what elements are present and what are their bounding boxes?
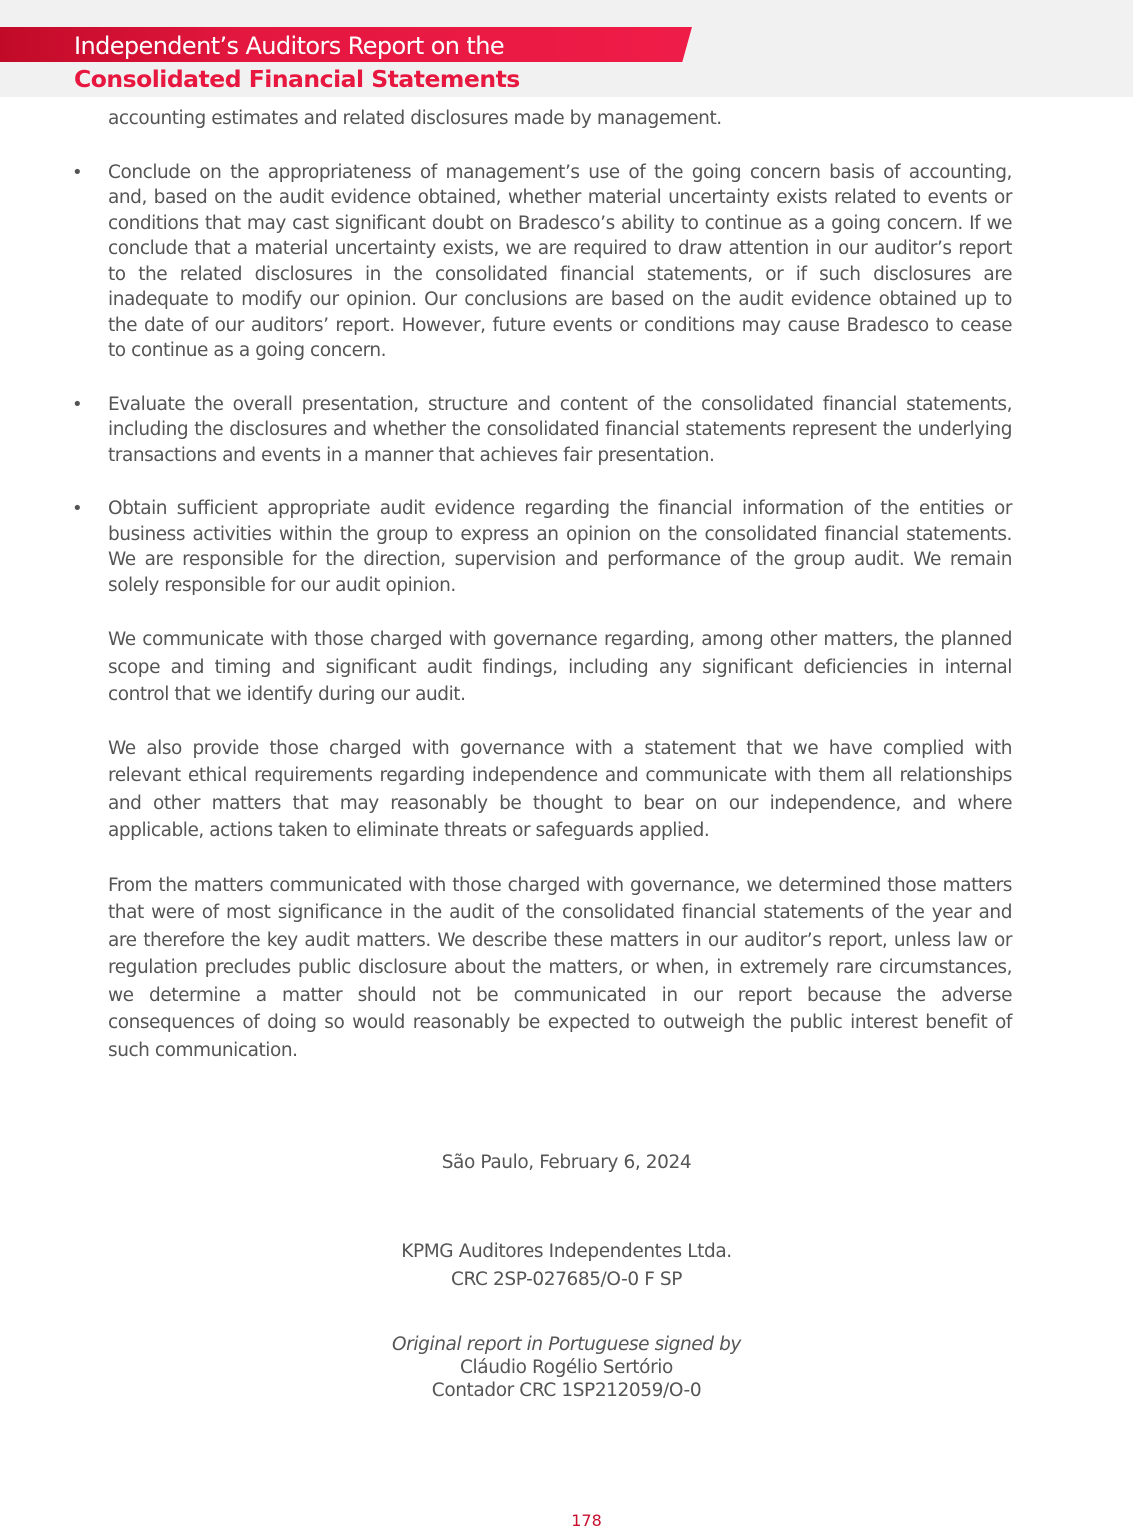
bullet-icon: •: [72, 393, 83, 415]
paragraph-governance-communication: We communicate with those charged with governance regarding, among other matters, the planned scope and timing and significant audit findings, including any significant deficiencies in internal control that we identify during our audit.: [108, 629, 1012, 705]
bullet-text: Evaluate the overall presentation, structure and content of the consolidated financial statements, including the disclosures and whether the consolidated financial statements represent the underlying transactions and events in a manner that achieves fair presentation.: [108, 393, 1012, 466]
bullet-icon: •: [72, 498, 83, 519]
signature-signed-note: Original report in Portuguese signed by: [392, 1334, 741, 1355]
continuation-text: accounting estimates and related disclosures made by management.: [108, 108, 722, 129]
paragraph-key-audit-matters: From the matters communicated with those charged with governance, we determined those matters that were of most significance in the audit of the consolidated financial statements of the year and are therefore the key audit matters. We describe these matters in our auditor’s report, unless law or regulation precludes public disclosure about the matters, or when, in extremely rare circumstances, we determine a matter should not be communicated in our report because the adverse consequences of doing so would reasonably be expected to outweigh the public interest benefit of such communication.: [108, 874, 1012, 1061]
bullet-item-presentation: [72, 392, 1012, 469]
bullet-text: Conclude on the appropriateness of management’s use of the going concern basis of accounting, and, based on the audit evidence obtained, whether material uncertainty exists related to events or conditions that may cast significant doubt on Bradesco’s ability to continue as a going concern. If we conclude that a material uncertainty exists, we are required to draw attention in our auditor’s report to the related disclosures in the consolidated financial statements, or if such disclosures are inadequate to modify our opinion. Our conclusions are based on the audit evidence obtained up to the date of our auditors’ report. However, future events or conditions may cause Bradesco to cease to continue as a going concern.: [108, 161, 1012, 361]
report-body: [72, 106, 1012, 1064]
bullet-item-going-concern: [72, 160, 1012, 364]
signature-firm-name: KPMG Auditores Independentes Ltda.: [401, 1241, 732, 1262]
paragraph-ethical-requirements: We also provide those charged with governance with a statement that we have complied with relevant ethical requirements regarding independence and communicate with them all relationships and other matters that may reasonably be thought to bear on our independence, and where applicable, actions taken to eliminate threats or safeguards applied.: [108, 737, 1012, 841]
signature-firm-crc: CRC 2SP-027685/O-0 F SP: [450, 1269, 683, 1290]
signature-signer-name: Cláudio Rogélio Sertório: [460, 1357, 673, 1378]
signature-signer-crc: Contador CRC 1SP212059/O-0: [431, 1380, 702, 1401]
page-number: 178: [571, 1511, 602, 1530]
bullet-item-group-audit: [72, 496, 1012, 598]
signature-place-date: São Paulo, February 6, 2024: [441, 1152, 692, 1173]
page-title-line1: Independent’s Auditors Report on the: [74, 32, 505, 60]
page-title-line2: Consolidated Financial Statements: [74, 65, 520, 93]
bullet-icon: •: [72, 161, 83, 183]
bullet-text: Obtain sufficient appropriate audit evidence regarding the financial information of the entities or business activities within the group to express an opinion on the consolidated financial statements. We are responsible for the direction, supervision and performance of the group audit. We remain solely responsible for our audit opinion.: [108, 498, 1012, 596]
